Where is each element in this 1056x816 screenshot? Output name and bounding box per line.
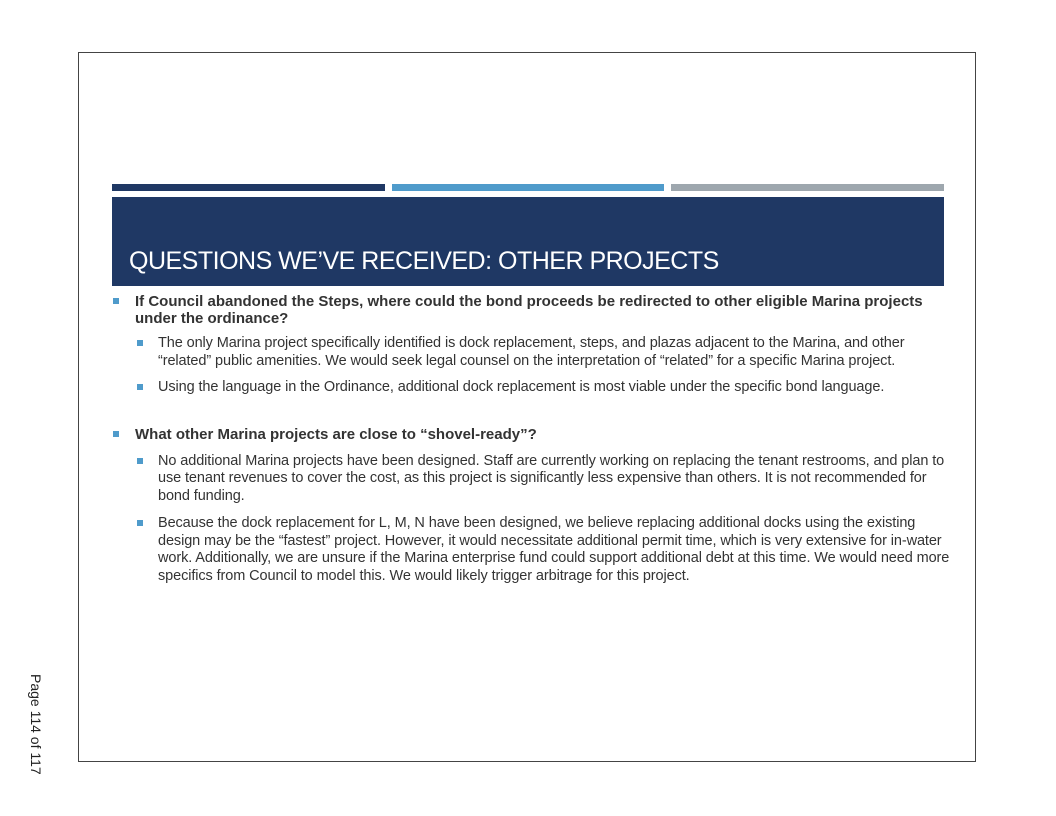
accent-bar-gray — [671, 184, 944, 191]
bullet-square-icon — [137, 340, 143, 346]
page-number: Page 114 of 117 — [28, 674, 44, 775]
subbullet-answer-1b — [112, 379, 957, 397]
accent-bar-dark — [112, 184, 385, 191]
subbullet-answer-2a — [112, 453, 957, 506]
title-band — [112, 197, 944, 286]
bullet-text: What other Marina projects are close to “shovel-ready”? — [135, 425, 537, 443]
subbullet-text: Because the dock replacement for L, M, N have been designed, we believe replacing additional docks using the existing design may be the “fastest” project. However, it would necessitate additional permit time, which is very extensive for in-water work. Additionally, we are unsure if the Marina enterprise fund could support additional debt at this time. We would need more specifics from Council to model this. We would likely trigger arbitrage for this project. — [158, 515, 950, 584]
subbullet-text: No additional Marina projects have been designed. Staff are currently working on replacing the tenant restrooms, and plan to use tenant revenues to cover the cost, as this project is significantly less expensive than others. It is not recommended for bond funding. — [158, 452, 945, 504]
subbullet-answer-1a — [112, 335, 957, 370]
bullet-text: If Council abandoned the Steps, where could the bond proceeds be redirected to other eligible Marina projects under the ordinance? — [135, 293, 923, 327]
bullet-square-icon — [113, 298, 119, 304]
bullet-question-2 — [112, 426, 957, 443]
subbullet-answer-2b — [112, 515, 957, 585]
slide-title: QUESTIONS WE’VE RECEIVED: OTHER PROJECTS — [129, 247, 719, 275]
bullet-square-icon — [137, 458, 143, 464]
bullet-square-icon — [137, 520, 143, 526]
accent-bar-blue — [392, 184, 664, 191]
subbullet-text: The only Marina project specifically identified is dock replacement, steps, and plazas adjacent to the Marina, and other “related” public amenities. We would seek legal counsel on the interpretation of “related” for a specific Marina project. — [158, 335, 905, 369]
slide — [78, 52, 976, 762]
bullet-square-icon — [137, 384, 143, 390]
subbullet-text: Using the language in the Ordinance, additional dock replacement is most viable under the specific bond language. — [158, 379, 885, 395]
bullet-question-1 — [112, 293, 957, 327]
slide-content — [112, 293, 957, 585]
bullet-square-icon — [113, 431, 119, 437]
